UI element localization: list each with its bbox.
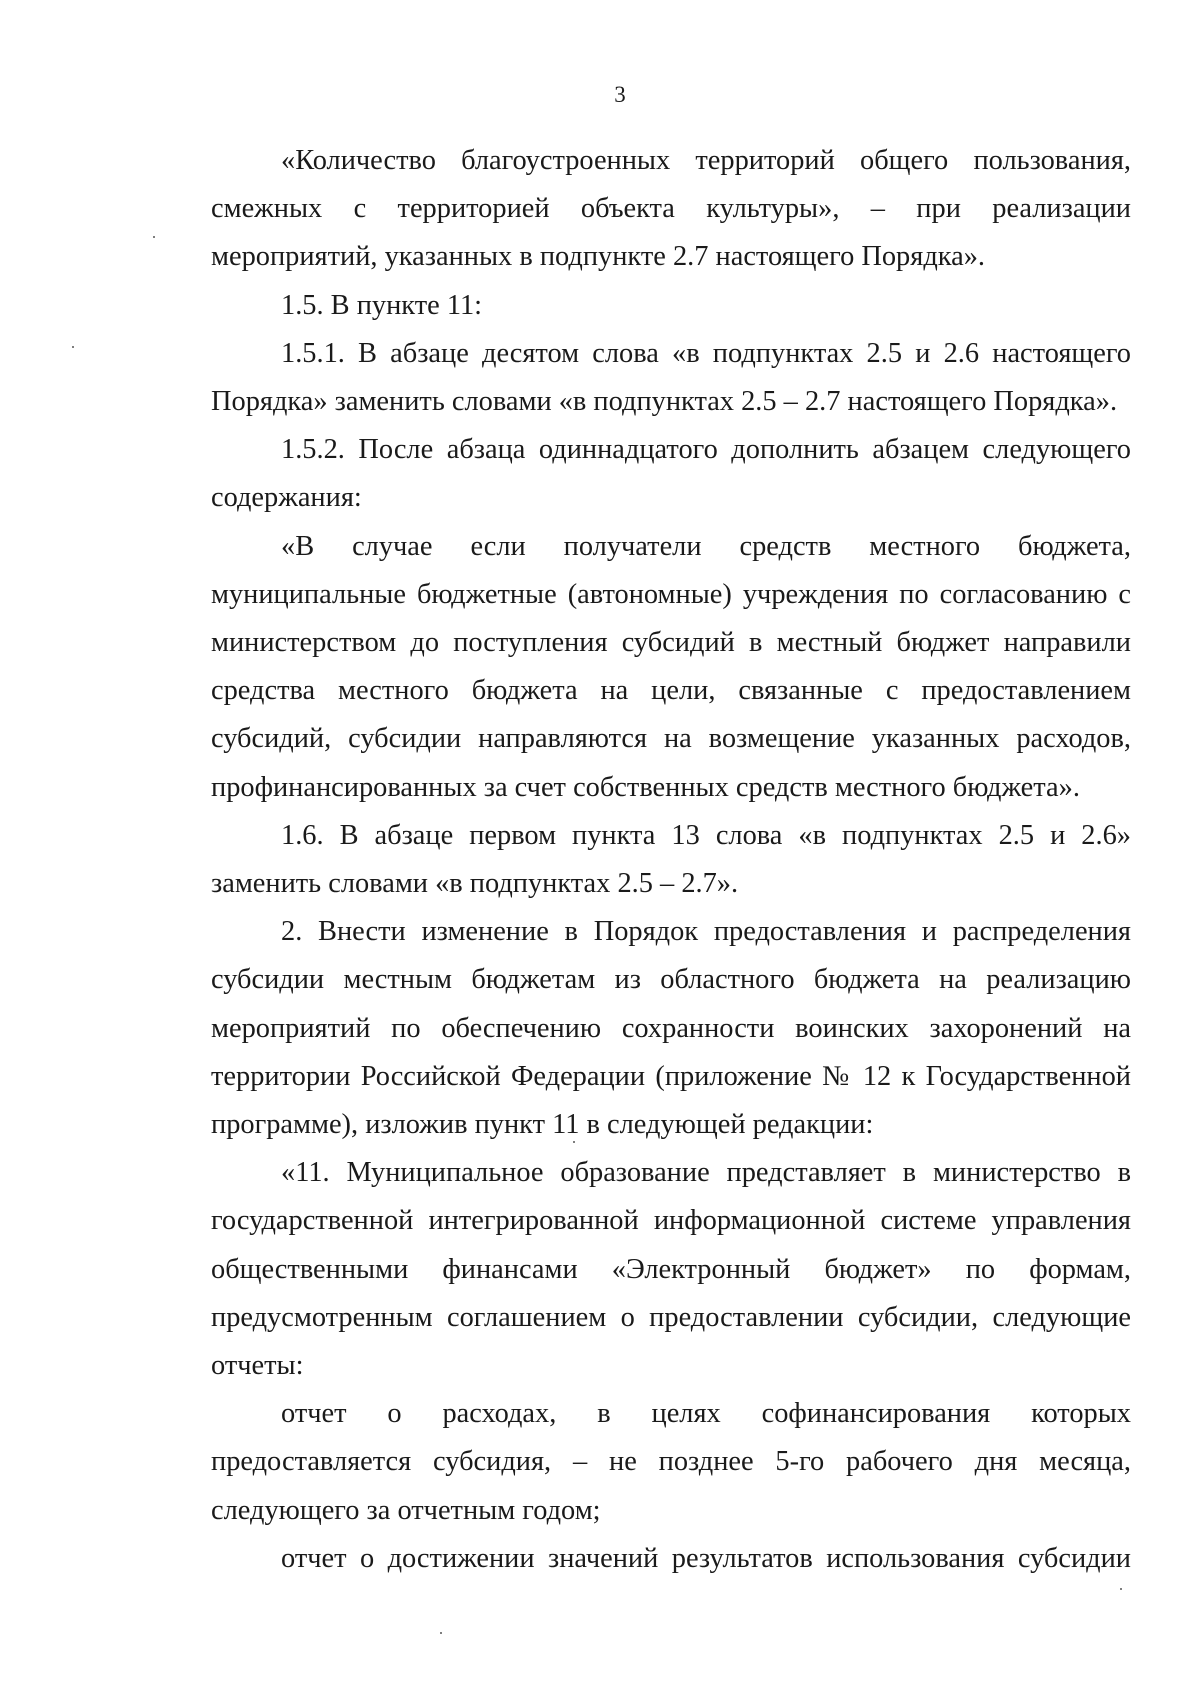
scan-speck [153,236,155,238]
paragraph-1-6: 1.6. В абзаце первом пункта 13 слова «в подпунктах 2.5 и 2.6» заменить словами «в подпунктах 2.5 – 2.7». [211,819,1131,900]
paragraph-budget-funds-quote: «В случае если получатели средств местного бюджета, муниципальные бюджетные (автономные) учреждения по согласованию с министерством до поступления субсидий в местный бюджет направили средства местного бюджета на цели, связанные с предоставлением субсидий, субсидии направляются на возмещение указанных расходов, профинансированных за счет собственных средств местного бюджета». [211,530,1131,803]
paragraph-item-11: «11. Муниципальное образование представляет в министерство в государственной интегрированной информационной системе управления общественными финансами «Электронный бюджет» по формам, предусмотренным соглашением о предоставлении субсидии, следующие отчеты: [211,1157,1131,1382]
scan-speck [1120,1588,1122,1590]
paragraph-results-report: отчет о достижении значений результатов использования субсидии [281,1542,1131,1574]
scan-speck [72,346,74,348]
paragraph-1-5: 1.5. В пункте 11: [281,289,483,321]
scan-speck [440,1632,442,1634]
paragraph-1-5-1: 1.5.1. В абзаце десятом слова «в подпунктах 2.5 и 2.6 настоящего Порядка» заменить словами «в подпунктах 2.5 – 2.7 настоящего Порядка». [211,337,1131,418]
document-body [211,137,1131,1583]
scan-speck [573,1141,575,1143]
paragraph-expense-report: отчет о расходах, в целях софинансирования которых предоставляется субсидия, – не позднее 5-го рабочего дня месяца, следующего за отчетным годом; [211,1398,1131,1526]
paragraph-2: 2. Внести изменение в Порядок предоставления и распределения субсидии местным бюджетам из областного бюджета на реализацию мероприятий по обеспечению сохранности воинских захоронений на территории Российской Федерации (приложение № 12 к Государственной программе), изложив пункт 11 в следующей редакции: [211,916,1131,1141]
paragraph-1-5-2: 1.5.2. После абзаца одиннадцатого дополнить абзацем следующего содержания: [211,434,1131,514]
page-number: 3 [614,82,626,107]
paragraph-indicator-name: «Количество благоустроенных территорий общего пользования, смежных с территорией объекта культуры», – при реализации мероприятий, указанных в подпункте 2.7 настоящего Порядка». [211,145,1131,273]
